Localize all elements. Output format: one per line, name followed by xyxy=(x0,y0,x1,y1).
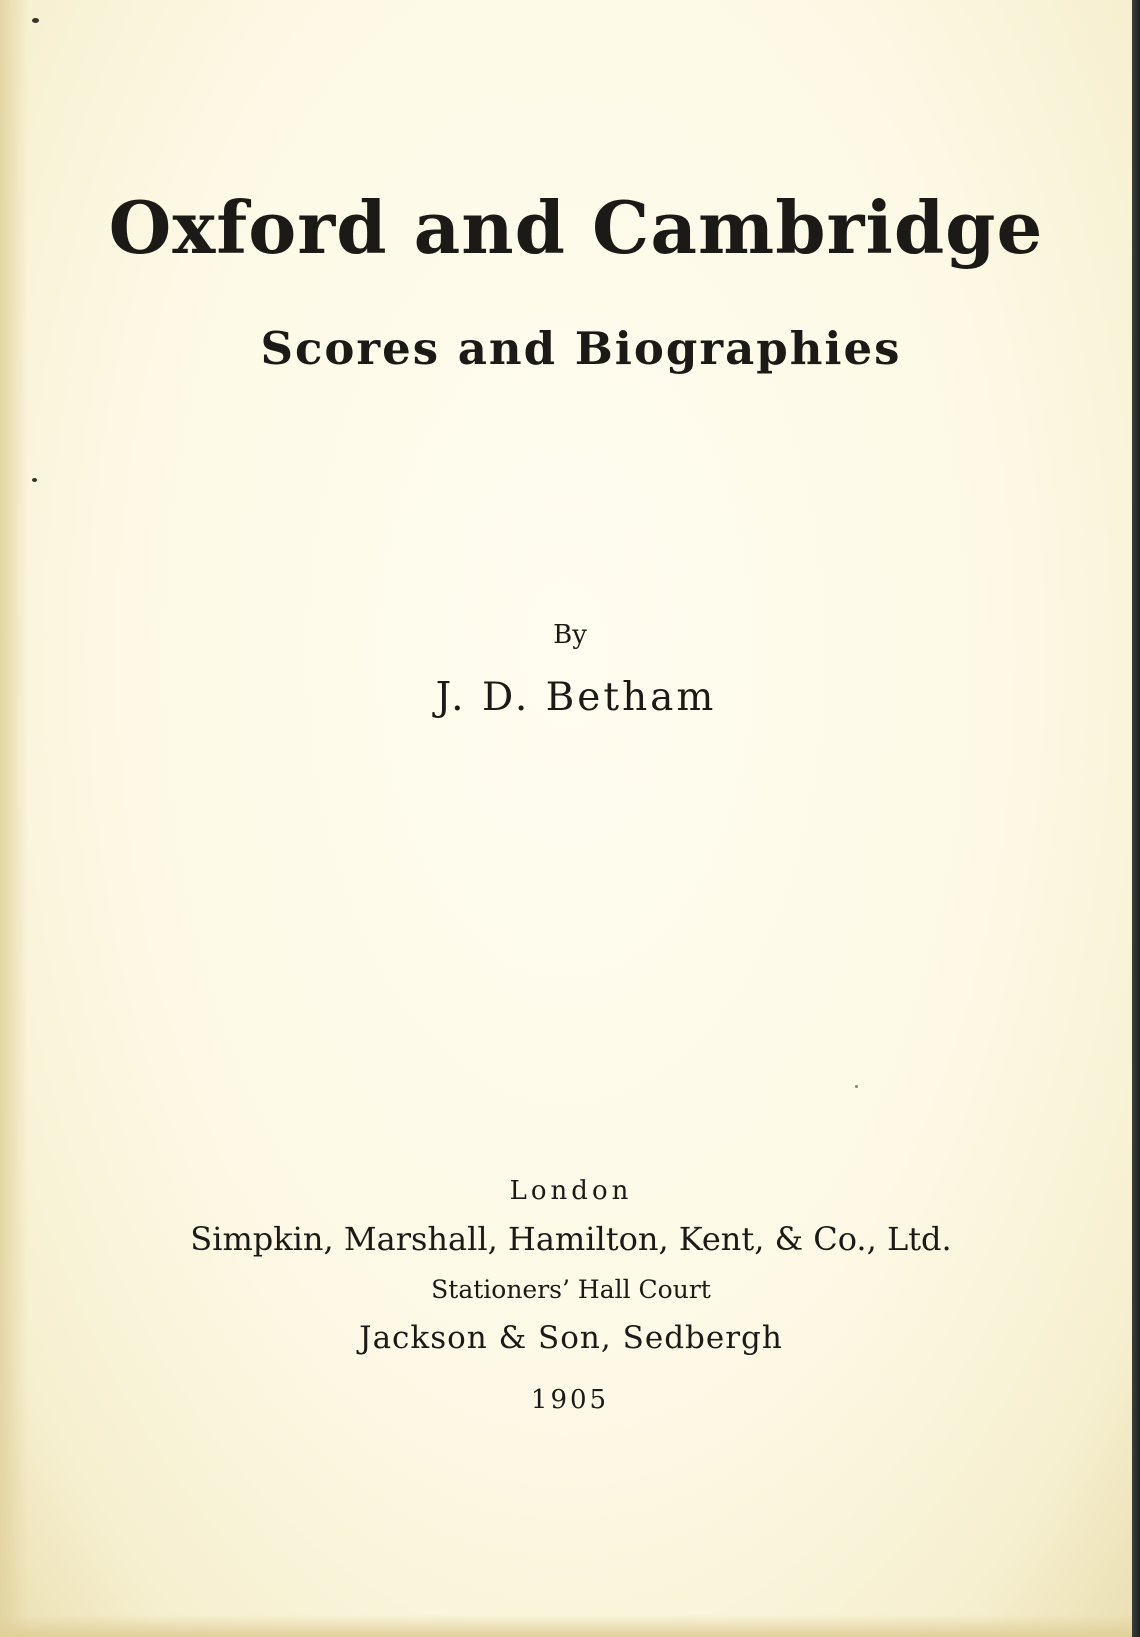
page-edge-shadow xyxy=(1132,0,1140,1637)
imprint-publisher: Simpkin, Marshall, Hamilton, Kent, & Co., Ltd. xyxy=(190,1220,952,1258)
ink-speck xyxy=(32,478,37,482)
ink-speck xyxy=(855,1085,858,1088)
imprint-printer: Jackson & Son, Sedbergh xyxy=(359,1320,783,1356)
by-label: By xyxy=(553,620,587,650)
ink-speck xyxy=(32,18,39,23)
imprint-address: Stationers’ Hall Court xyxy=(431,1275,711,1304)
book-subtitle: Scores and Biographies xyxy=(260,322,902,375)
imprint-year: 1905 xyxy=(530,1385,610,1415)
imprint-city: London xyxy=(509,1176,633,1206)
book-title: Oxford and Cambridge xyxy=(108,185,1044,270)
author-name: J. D. Betham xyxy=(435,675,717,720)
